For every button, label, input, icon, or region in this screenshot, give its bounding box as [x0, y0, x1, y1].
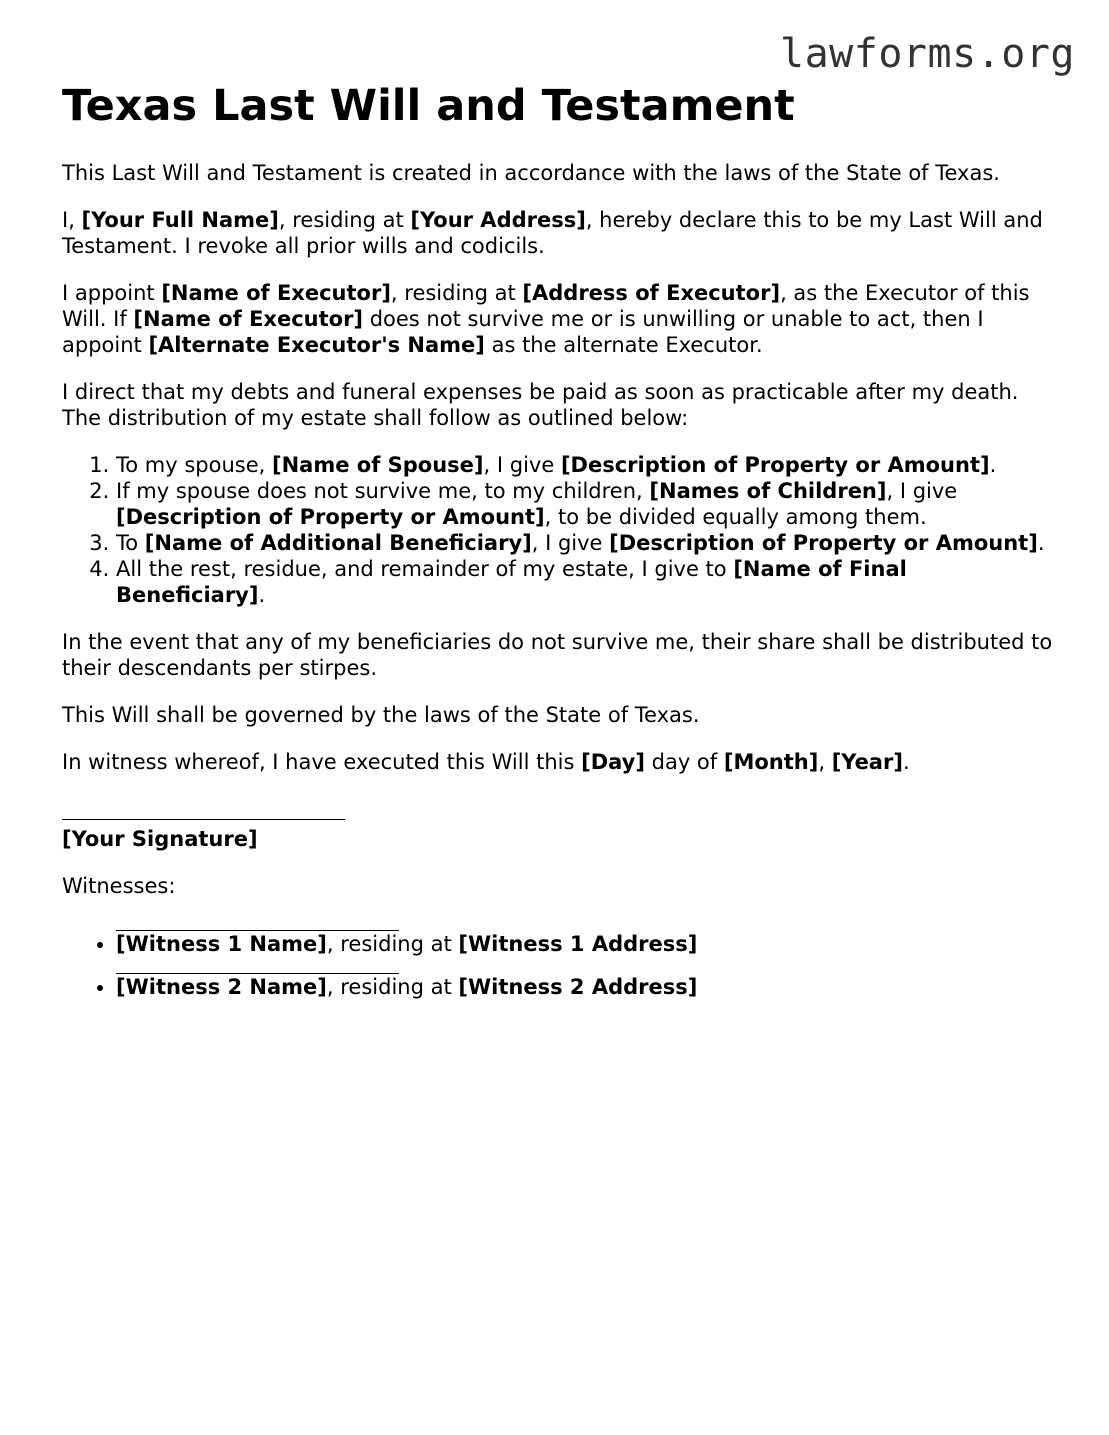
lawforms-watermark: lawforms.org [780, 31, 1075, 77]
testator-name-placeholder: [Your Full Name] [81, 208, 279, 232]
witness-clause-paragraph [62, 749, 1062, 775]
witness-signature-line[interactable] [116, 963, 399, 974]
signature-line[interactable] [62, 809, 345, 820]
alternate-executor-placeholder: [Alternate Executor's Name] [148, 333, 485, 357]
children-names-placeholder: [Names of Children] [649, 479, 887, 503]
distribution-item [116, 556, 1062, 608]
item-text: . [258, 583, 266, 607]
item-text: All the rest, residue, and remainder of my estate, I give to [116, 557, 734, 581]
executor-name-placeholder: [Name of Executor] [161, 281, 391, 305]
document-title: Texas Last Will and Testament [62, 81, 795, 131]
witness-name-placeholder: [Witness 1 Name] [116, 932, 327, 956]
item-text: . [1037, 531, 1045, 555]
additional-beneficiary-placeholder: [Name of Additional Beneficiary] [144, 531, 532, 555]
witness-text: , residing at [326, 975, 459, 999]
final-beneficiary-placeholder: [Name of Final Beneficiary] [116, 557, 907, 607]
executor-paragraph [62, 280, 1062, 358]
witness-list [62, 920, 1062, 1000]
witness-item [116, 963, 1062, 1000]
witness-address-placeholder: [Witness 2 Address] [458, 975, 698, 999]
clause-text: day of [644, 750, 724, 774]
property-placeholder: [Description of Property or Amount] [609, 531, 1038, 555]
executor-address-placeholder: [Address of Executor] [522, 281, 781, 305]
witness-text: , residing at [326, 932, 459, 956]
executor-text: I appoint [62, 281, 162, 305]
executor-text: does not survive me or is unwilling or unable to act, then I appoint [62, 307, 984, 357]
distribution-list [62, 452, 1062, 608]
witnesses-heading: Witnesses: [62, 874, 176, 898]
month-placeholder: [Month] [723, 750, 819, 774]
item-text: , I give [531, 531, 610, 555]
day-placeholder: [Day] [581, 750, 645, 774]
witness-name-placeholder: [Witness 2 Name] [116, 975, 327, 999]
clause-text: . [902, 750, 910, 774]
property-placeholder: [Description of Property or Amount] [560, 453, 990, 477]
witness-item [116, 920, 1062, 957]
per-stirpes-paragraph: In the event that any of my beneficiaries do not survive me, their share shall be distributed to their descendants per stirpes. [62, 630, 1053, 680]
signature-label: [Your Signature] [62, 827, 258, 851]
executor-text: as the alternate Executor. [484, 333, 763, 357]
year-placeholder: [Year] [831, 750, 903, 774]
spouse-name-placeholder: [Name of Spouse] [271, 453, 484, 477]
intro-paragraph: This Last Will and Testament is created in accordance with the laws of the State of Texas. [62, 161, 1000, 185]
witness-signature-line[interactable] [116, 920, 399, 931]
declaration-text: I, [62, 208, 82, 232]
distribution-item [116, 530, 1062, 556]
property-placeholder: [Description of Property or Amount] [116, 505, 545, 529]
debts-paragraph: I direct that my debts and funeral expenses be paid as soon as practicable after my death. The distribution of my estate shall follow as outlined below: [62, 380, 1019, 430]
item-text: If my spouse does not survive me, to my children, [116, 479, 650, 503]
item-text: , I give [483, 453, 561, 477]
declaration-text: , hereby declare this to be my Last Will and Testament. I revoke all prior wills and codicils. [62, 208, 1043, 258]
witness-address-placeholder: [Witness 1 Address] [458, 932, 698, 956]
item-text: To my spouse, [116, 453, 272, 477]
executor-text: , as the Executor of this Will. If [62, 281, 1030, 331]
executor-text: , residing at [390, 281, 523, 305]
distribution-item [116, 452, 1062, 478]
testator-address-placeholder: [Your Address] [410, 208, 586, 232]
item-text: . [989, 453, 997, 477]
distribution-item [116, 478, 1062, 530]
item-text: , I give [886, 479, 958, 503]
executor-name-placeholder: [Name of Executor] [133, 307, 364, 331]
item-text: To [116, 531, 145, 555]
governing-law-paragraph: This Will shall be governed by the laws of the State of Texas. [62, 703, 700, 727]
clause-text: , [818, 750, 832, 774]
clause-text: In witness whereof, I have executed this Will this [62, 750, 582, 774]
signature-block [62, 809, 1062, 852]
declaration-paragraph [62, 207, 1062, 259]
document-page [62, 80, 1062, 1000]
declaration-text: , residing at [278, 208, 411, 232]
item-text: , to be divided equally among them. [544, 505, 927, 529]
